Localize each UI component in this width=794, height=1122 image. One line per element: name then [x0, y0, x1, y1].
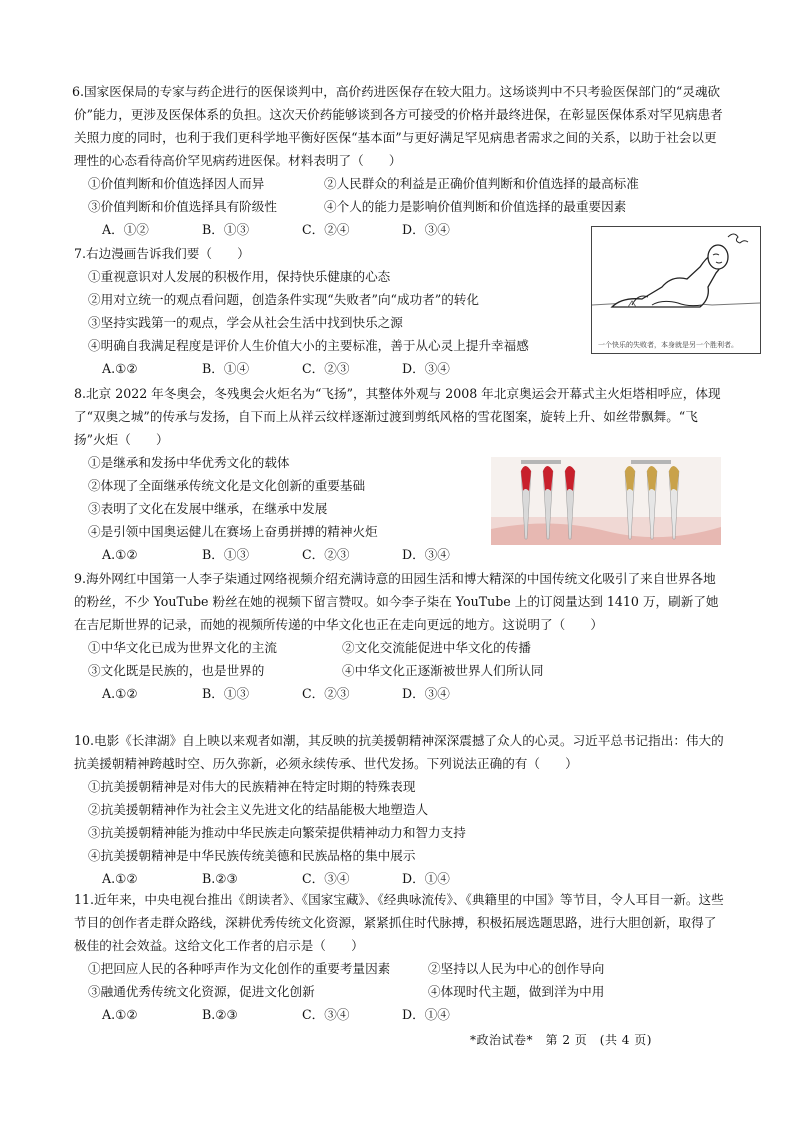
option-1: ①重视意识对人发展的积极作用，保持快乐健康的心态: [88, 269, 391, 284]
choice-d: D．③④: [402, 686, 450, 701]
option-row: [74, 636, 724, 659]
choice-a: A.①②: [102, 686, 138, 701]
option-3: ③表明了文化在发展中继承，在继承中发展: [88, 501, 328, 516]
option-4: ④抗美援朝精神是中华民族传统美德和民族品格的集中展示: [88, 848, 416, 863]
choice-c: C．②④: [302, 222, 350, 237]
option-2: ②坚持以人民为中心的创作导向: [428, 961, 605, 976]
question-stem: 8.北京 2022 年冬奥会，冬残奥会火炬名为“飞扬”，其整体外观与 2008 年北京奥运会开幕式主火炬塔相呼应，体现了“双奥之城”的传承与发扬，自下而上从祥云纹样逐渐过渡到剪纸风格的雪花图案，旋转上升、如丝带飘舞。“飞扬”火炬（ ）: [74, 386, 721, 447]
answer-choices: [74, 357, 724, 380]
choice-b: B．①③: [202, 222, 250, 237]
option-4: ④是引领中国奥运健儿在赛场上奋勇拼搏的精神火炬: [88, 524, 378, 539]
answer-choices: [74, 1003, 724, 1026]
choice-d: D．①④: [402, 1007, 450, 1022]
question-stem: 10.电影《长津湖》自上映以来观者如潮，其反映的抗美援朝精神深深震撼了众人的心灵。习近平总书记指出：伟大的抗美援朝精神跨越时空、历久弥新，必须永续传承、世代发扬。下列说法正确的有（ ）: [74, 733, 724, 771]
choice-d: D．③④: [402, 222, 450, 237]
option-2: ②文化交流能促进中华文化的传播: [342, 640, 531, 655]
choice-a: A.①②: [102, 361, 138, 376]
option-2: ②用对立统一的观点看问题，创造条件实现“失败者”向“成功者”的转化: [88, 292, 479, 307]
question-11: [74, 888, 724, 1026]
option-2: ②人民群众的利益是正确价值判断和价值选择的最高标准: [324, 176, 639, 191]
page-footer: *政治试卷* 第 2 页 (共 4 页): [470, 1033, 652, 1047]
choice-b: B．①③: [202, 547, 250, 562]
choice-c: C．②③: [302, 547, 350, 562]
question-stem: 7.右边漫画告诉我们要（ ）: [74, 246, 250, 261]
option-row: [74, 195, 724, 218]
answer-choices: [74, 867, 724, 890]
choice-a: A.①②: [102, 547, 138, 562]
option-1: ①中华文化已成为世界文化的主流: [88, 640, 277, 655]
option-row: [74, 957, 724, 980]
option-2: ②体现了全面继承传统文化是文化创新的重要基础: [88, 478, 366, 493]
choice-a: A.①②: [102, 1007, 138, 1022]
option-4: ④体现时代主题，做到洋为中用: [428, 984, 605, 999]
option-row: [74, 172, 724, 195]
option-1: ①抗美援朝精神是对伟大的民族精神在特定时期的特殊表现: [88, 779, 416, 794]
choice-c: C．②③: [302, 361, 350, 376]
choice-b: B.②③: [202, 871, 238, 886]
cartoon-image: [591, 226, 761, 354]
question-stem: 9.海外网红中国第一人李子柒通过网络视频介绍充满诗意的田园生活和博大精深的中国传统文化吸引了来自世界各地的粉丝，不少 YouTube 粉丝在她的视频下留言赞叹。如今李子柒在 YouTube 上的订阅量达到 1410 万，刷新了她在吉尼斯世界的记录，而她的视频所传递的中华文化也正在走向更远的地方。这说明了（ ）: [74, 571, 719, 632]
choice-c: C．③④: [302, 1007, 350, 1022]
option-3: ③坚持实践第一的观点，学会从社会生活中找到快乐之源: [88, 315, 403, 330]
question-10: [74, 729, 724, 890]
option-4: ④个人的能力是影响价值判断和价值选择的最重要因素: [324, 199, 627, 214]
choice-d: D．③④: [402, 361, 450, 376]
cartoon-drawing: [592, 227, 760, 337]
option-1: ①把回应人民的各种呼声作为文化创作的重要考量因素: [88, 961, 391, 976]
option-3: ③价值判断和价值选择具有阶级性: [88, 199, 277, 214]
option-1: ①是继承和发扬中华优秀文化的载体: [88, 455, 290, 470]
torch-drawing: [491, 457, 721, 545]
option-row: [74, 980, 724, 1003]
option-3: ③融通优秀传统文化资源，促进文化创新: [88, 984, 315, 999]
option-4: ④明确自我满足程度是评价人生价值大小的主要标准，善于从心灵上提升幸福感: [88, 338, 529, 353]
option-row: [74, 659, 724, 682]
answer-choices: [74, 543, 724, 566]
choice-b: B．①④: [202, 361, 250, 376]
question-9: [74, 567, 724, 705]
choice-d: D．①④: [402, 871, 450, 886]
choice-b: B.②③: [202, 1007, 238, 1022]
torch-image: [491, 457, 721, 545]
question-stem: 11.近年来，中央电视台推出《朗读者》、《国家宝藏》、《经典咏流传》、《典籍里的中国》等节目，令人耳目一新。这些节目的创作者走群众路线，深耕优秀传统文化资源，紧紧抓住时代脉搏，积极拓展选题思路，进行大胆创新，取得了极佳的社会效益。这给文化工作者的启示是（ ）: [74, 892, 724, 953]
answer-choices: [74, 682, 724, 705]
option-1: ①价值判断和价值选择因人而异: [88, 176, 265, 191]
option-3: ③抗美援朝精神能为推动中华民族走向繁荣提供精神动力和智力支持: [88, 825, 466, 840]
question-6: [74, 80, 724, 241]
choice-c: C．②③: [302, 686, 350, 701]
choice-a: A．①②: [102, 222, 149, 237]
choice-b: B．①③: [202, 686, 250, 701]
option-2: ②抗美援朝精神作为社会主义先进文化的结晶能极大地塑造人: [88, 802, 429, 817]
option-3: ③文化既是民族的，也是世界的: [88, 663, 265, 678]
question-stem: 6.国家医保局的专家与药企进行的医保谈判中，高价药进医保存在较大阻力。这场谈判中不只考验医保部门的“灵魂砍价”能力，更涉及医保体系的负担。这次天价药能够谈到各方可接受的价格并最终进保，在彰显医保体系对罕见病患者关照力度的同时，也利于我们更科学地平衡好医保“基本面”与更好满足罕见病患者需求之间的关系，以助于社会以更理性的心态看待高价罕见病药进医保。材料表明了（ ）: [72, 84, 723, 168]
choice-a: A.①②: [102, 871, 138, 886]
cartoon-caption: 一个快乐的失败者，本身就是另一个胜利者。: [598, 341, 738, 349]
choice-d: D．③④: [402, 547, 450, 562]
option-4: ④中华文化正逐渐被世界人们所认同: [342, 663, 544, 678]
choice-c: C．③④: [302, 871, 350, 886]
